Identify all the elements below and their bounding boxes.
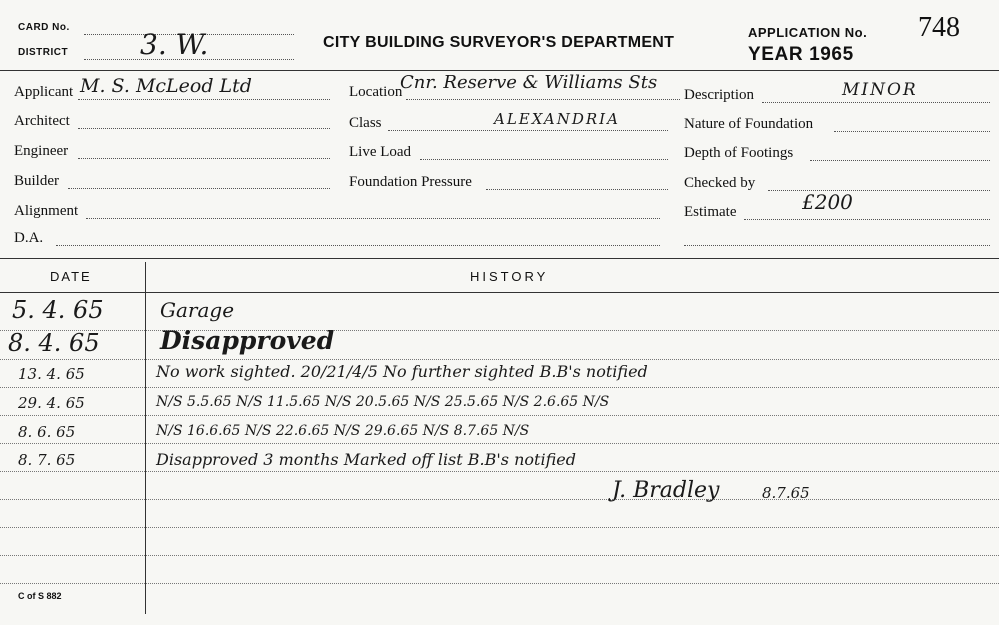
date-column-divider [145,262,146,614]
class-line [388,130,668,131]
application-number: 748 [918,12,960,43]
location-value: Cnr. Reserve & Williams Sts [400,72,658,93]
engineer-line [78,158,330,159]
history-header-divider [0,292,999,293]
inspector-signature: J. Bradley [612,478,720,503]
history-date: 8. 6. 65 [18,423,76,441]
row-rule [0,387,999,388]
signature-date: 8.7.65 [762,484,810,502]
card-no-label: CARD No. [18,22,70,33]
foundation-pressure-label: Foundation Pressure [349,174,472,190]
history-date: 5. 4. 65 [12,296,104,324]
history-entry: No work sighted. 20/21/4/5 No further sighted B.B's notified [156,362,648,381]
alignment-label: Alignment [14,203,79,219]
row-rule [0,499,999,500]
application-label: APPLICATION No. [748,25,868,40]
estimate-line [744,219,990,220]
liveload-label: Live Load [349,144,412,160]
architect-line [78,128,330,129]
history-entry: Garage [160,298,235,322]
depth-footings-line [810,160,990,161]
location-line [406,99,680,100]
nature-foundation-label: Nature of Foundation [684,116,814,132]
location-label: Location [349,84,403,100]
year-label: YEAR 1965 [748,44,854,65]
depth-footings-label: Depth of Footings [684,145,794,161]
estimate-value: £200 [802,190,853,214]
checked-by-label: Checked by [684,175,756,191]
builder-line [68,188,330,189]
district-value: 3. W. [140,28,209,61]
applicant-line [78,99,330,100]
history-date: 8. 7. 65 [18,451,76,469]
history-date: 29. 4. 65 [18,394,85,412]
header-divider [0,70,999,71]
extra-right-line [684,245,990,246]
da-label: D.A. [14,230,44,246]
da-line [56,245,660,246]
architect-label: Architect [14,113,70,129]
row-rule [0,330,999,331]
description-value: MINOR [842,80,918,100]
history-entry: N/S 5.5.65 N/S 11.5.65 N/S 20.5.65 N/S 25.5.65 N/S 2.6.65 N/S [156,394,610,410]
history-divider-top [0,258,999,259]
alignment-line [86,218,660,219]
row-rule [0,443,999,444]
history-date: 13. 4. 65 [18,365,85,383]
date-column-header: DATE [50,269,92,284]
form-code: C of S 882 [18,591,62,601]
class-value: ALEXANDRIA [494,110,620,128]
row-rule [0,583,999,584]
applicant-label: Applicant [14,84,74,100]
row-rule [0,555,999,556]
district-label: DISTRICT [18,47,69,58]
history-entry: N/S 16.6.65 N/S 22.6.65 N/S 29.6.65 N/S 8.7.65 N/S [156,423,530,439]
estimate-label: Estimate [684,204,737,220]
row-rule [0,527,999,528]
row-rule [0,359,999,360]
builder-label: Builder [14,173,59,189]
foundation-pressure-line [486,189,668,190]
engineer-label: Engineer [14,143,69,159]
department-title: CITY BUILDING SURVEYOR'S DEPARTMENT [323,34,675,51]
history-entry: Disapproved [160,326,335,355]
history-date: 8. 4. 65 [8,329,100,357]
row-rule [0,471,999,472]
row-rule [0,415,999,416]
applicant-value: M. S. McLeod Ltd [80,75,252,97]
description-line [762,102,990,103]
liveload-line [420,159,668,160]
description-label: Description [684,87,754,103]
nature-foundation-line [834,131,990,132]
class-label: Class [349,115,382,131]
history-entry: Disapproved 3 months Marked off list B.B's notified [156,450,576,469]
history-column-header: HISTORY [470,269,549,284]
